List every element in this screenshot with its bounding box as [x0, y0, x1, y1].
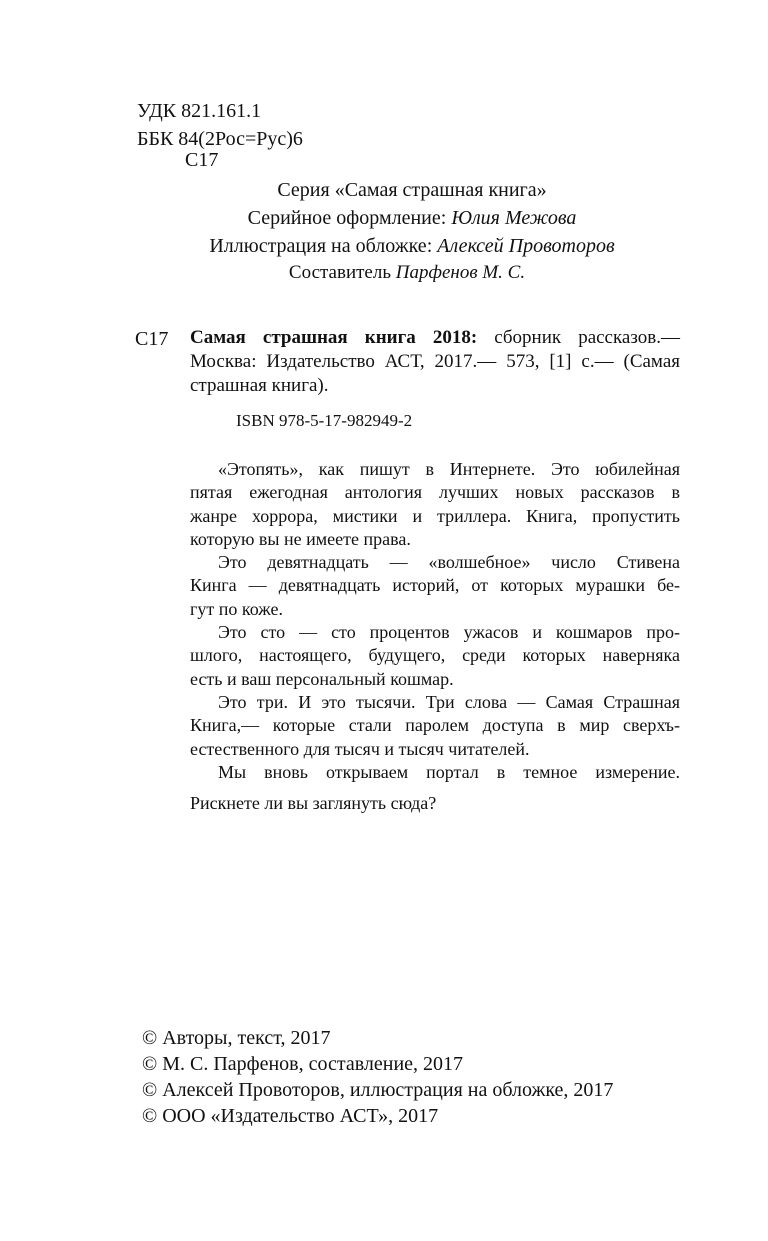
bbk-code: ББК 84(2Рос=Рус)6	[137, 128, 303, 150]
annotation-line: пятая ежегодная антология лучших новых рассказов в	[190, 482, 680, 503]
annotation-line: Мы вновь открываем портал в темное измерение.	[218, 761, 680, 782]
annotation-line: которую вы не имеете права.	[190, 528, 411, 549]
copyright-block	[142, 1025, 613, 1129]
copyright-line: © Алексей Провоторов, иллюстрация на обложке, 2017	[142, 1079, 614, 1101]
annotation-line: Это сто — сто процентов ужасов и кошмаров про-	[218, 622, 680, 643]
cover-name: Алексей Провоторов	[437, 235, 615, 257]
isbn: ISBN 978-5-17-982949-2	[236, 411, 413, 430]
annotation-line: Кинга — девятнадцать историй, от которых мурашки бе-	[190, 575, 680, 596]
credits-block	[28, 176, 768, 260]
annotation-line: Рискнете ли вы заглянуть сюда?	[190, 793, 437, 814]
annotation-line: естественного для тысяч и тысяч читателей.	[190, 738, 530, 759]
annotation-line: Это три. И это тысячи. Три слова — Самая Страшная	[218, 691, 680, 712]
compiler-line	[23, 259, 768, 287]
author-code: С17	[185, 149, 219, 171]
annotation-line: Это девятнадцать — «волшебное» число Стивена	[218, 552, 680, 573]
copyright-line: © М. С. Парфенов, составление, 2017	[142, 1053, 464, 1075]
classification-block	[137, 97, 303, 153]
udk-code: УДК 821.161.1	[137, 100, 262, 122]
design-label: Серийное оформление:	[247, 207, 447, 229]
annotation-paragraph	[190, 551, 680, 621]
compiler-name: Парфенов М. С.	[395, 262, 526, 283]
bib-title: Самая страшная книга 2018:	[190, 327, 478, 348]
cover-line	[28, 232, 768, 260]
annotation	[190, 458, 680, 815]
annotation-paragraph	[190, 761, 680, 816]
annotation-line: Книга,— которые стали паролем доступа в мир сверхъ-	[190, 715, 680, 736]
annotation-line: жанре хоррора, мистики и триллера. Книга, пропустить	[190, 505, 680, 526]
annotation-line: «Этопять», как пишут в Интернете. Это юбилейная	[218, 459, 680, 479]
bib-code: С17	[135, 328, 169, 350]
cover-label: Иллюстрация на обложке:	[209, 235, 433, 257]
copyright-line: © ООО «Издательство АСТ», 2017	[142, 1105, 439, 1127]
annotation-line: есть и ваш персональный кошмар.	[190, 668, 454, 689]
bib-entry	[190, 326, 680, 398]
design-name: Юлия Межова	[451, 207, 577, 229]
annotation-line: шлого, настоящего, будущего, среди которых наверняка	[190, 645, 680, 666]
annotation-line: гут по коже.	[190, 598, 283, 619]
series-line: Серия «Самая страшная книга»	[277, 179, 547, 201]
design-line	[28, 204, 768, 232]
bib-description: сборник рассказов.— Москва: Издательство АСТ, 2017.— 573, [1] с.— (Самая страшная книга).	[190, 327, 680, 396]
annotation-paragraph	[190, 621, 680, 691]
annotation-paragraph	[190, 458, 680, 551]
compiler-label: Составитель	[288, 262, 391, 283]
copyright-line: © Авторы, текст, 2017	[142, 1027, 331, 1049]
annotation-paragraph	[190, 691, 680, 761]
